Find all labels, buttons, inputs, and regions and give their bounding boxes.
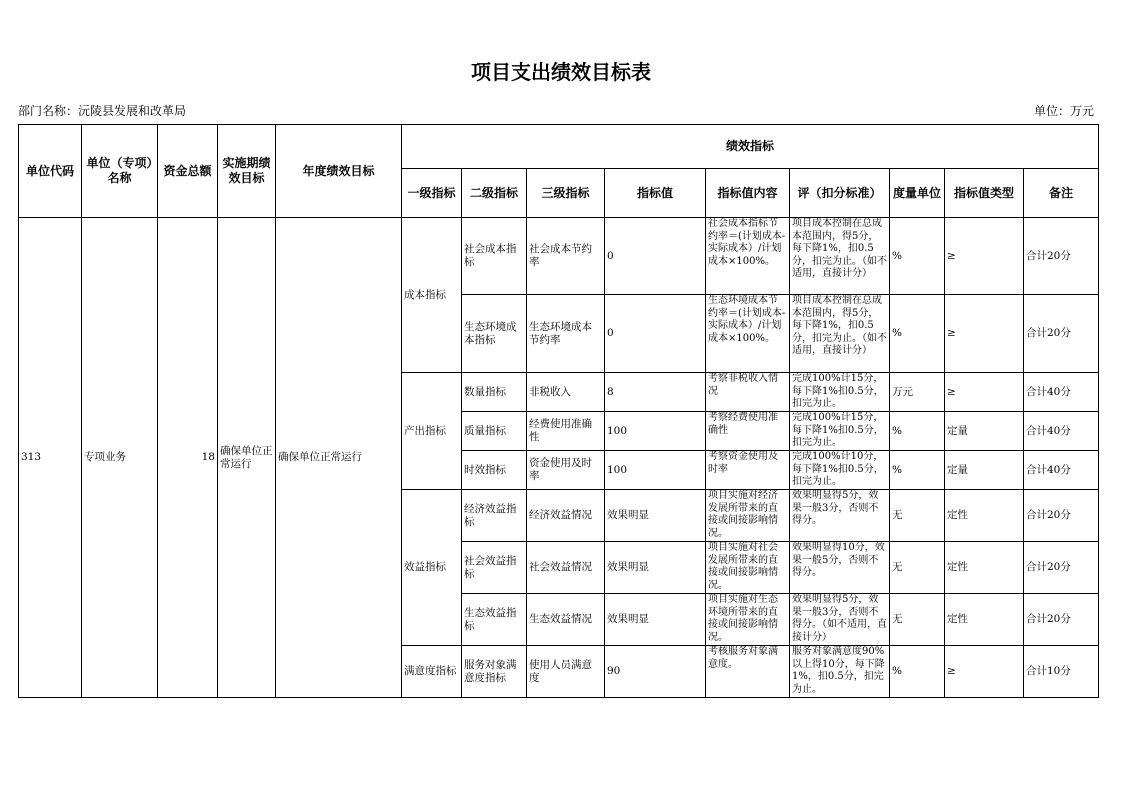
- level2-cell: 质量指标: [462, 412, 527, 451]
- header-level1: 一级指标: [402, 169, 462, 218]
- remark-cell: 合计20分: [1024, 594, 1099, 646]
- header-impl-target: 实施期绩效目标: [218, 125, 276, 218]
- value-type-cell: ≥: [945, 218, 1024, 295]
- value-type-cell: ≥: [945, 295, 1024, 373]
- content-cell: 项目实施对经济发展所带来的直接或间接影响情况。: [706, 490, 790, 542]
- content-cell: 考察经费使用准确性: [706, 412, 790, 451]
- level3-cell: 经济效益情况: [527, 490, 605, 542]
- value-cell: 100: [605, 412, 706, 451]
- unit-code-cell: 313: [19, 218, 82, 698]
- level1-cell: 成本指标: [402, 218, 462, 373]
- value-type-cell: ≥: [945, 373, 1024, 412]
- measure-unit-cell: %: [890, 451, 945, 490]
- department-label: 部门名称：沅陵县发展和改革局: [18, 104, 187, 118]
- impl-target-cell: 确保单位正常运行: [218, 218, 276, 698]
- content-cell: 社会成本指标节约率＝(计划成本-实际成本）/计划成本×100%。: [706, 218, 790, 295]
- total-funds-cell: 18: [158, 218, 218, 698]
- measure-unit-cell: %: [890, 646, 945, 698]
- annual-target-cell: 确保单位正常运行: [276, 218, 402, 698]
- value-type-cell: ≥: [945, 646, 1024, 698]
- level3-cell: 社会效益情况: [527, 542, 605, 594]
- header-level3: 三级指标: [527, 169, 605, 218]
- remark-cell: 合计20分: [1024, 542, 1099, 594]
- value-cell: 效果明显: [605, 594, 706, 646]
- remark-cell: 合计20分: [1024, 295, 1099, 373]
- unit-label: 单位：万元: [1033, 104, 1094, 118]
- level3-cell: 生态环境成本节约率: [527, 295, 605, 373]
- scoring-cell: 效果明显得5分，效果一般3分，否则不得分。: [790, 490, 890, 542]
- header-annual-target: 年度绩效目标: [276, 125, 402, 218]
- header-unit-code: 单位代码: [19, 125, 82, 218]
- content-cell: 项目实施对社会发展所带来的直接或间接影响情况。: [706, 542, 790, 594]
- remark-cell: 合计40分: [1024, 412, 1099, 451]
- scoring-cell: 项目成本控制在总成本范围内，得5分，每下降1%，扣0.5分，扣完为止。（如不适用，直接计分）: [790, 295, 890, 373]
- level3-cell: 非税收入: [527, 373, 605, 412]
- level2-cell: 时效指标: [462, 451, 527, 490]
- measure-unit-cell: %: [890, 218, 945, 295]
- content-cell: 考察资金使用及时率: [706, 451, 790, 490]
- header-content: 指标值内容: [706, 169, 790, 218]
- level2-cell: 服务对象满意度指标: [462, 646, 527, 698]
- measure-unit-cell: %: [890, 295, 945, 373]
- remark-cell: 合计40分: [1024, 451, 1099, 490]
- level3-cell: 使用人员满意度: [527, 646, 605, 698]
- header-scoring: 评（扣分标准）: [790, 169, 890, 218]
- scoring-cell: 完成100%计15分，每下降1%扣0.5分，扣完为止。: [790, 412, 890, 451]
- level3-cell: 生态效益情况: [527, 594, 605, 646]
- value-cell: 100: [605, 451, 706, 490]
- value-type-cell: 定性: [945, 594, 1024, 646]
- level2-cell: 经济效益指标: [462, 490, 527, 542]
- content-cell: 生态环境成本节约率＝(计划成本-实际成本）/计划成本×100%。: [706, 295, 790, 373]
- level2-cell: 社会成本指标: [462, 218, 527, 295]
- header-level2: 二级指标: [462, 169, 527, 218]
- remark-cell: 合计20分: [1024, 218, 1099, 295]
- value-type-cell: 定性: [945, 542, 1024, 594]
- header-value: 指标值: [605, 169, 706, 218]
- measure-unit-cell: 万元: [890, 373, 945, 412]
- level2-cell: 数量指标: [462, 373, 527, 412]
- measure-unit-cell: %: [890, 412, 945, 451]
- level1-cell: 效益指标: [402, 490, 462, 646]
- level3-cell: 资金使用及时率: [527, 451, 605, 490]
- level3-cell: 经费使用准确性: [527, 412, 605, 451]
- value-cell: 效果明显: [605, 490, 706, 542]
- measure-unit-cell: 无: [890, 490, 945, 542]
- scoring-cell: 服务对象满意度90%以上得10分，每下降1%，扣0.5分，扣完为止。: [790, 646, 890, 698]
- value-cell: 0: [605, 218, 706, 295]
- content-cell: 考核服务对象满意度。: [706, 646, 790, 698]
- header-total-funds: 资金总额: [158, 125, 218, 218]
- scoring-cell: 效果明显得10分，效果一般5分，否则不得分。: [790, 542, 890, 594]
- level2-cell: 生态效益指标: [462, 594, 527, 646]
- scoring-cell: 效果明显得5分，效果一般3分，否则不得分。（如不适用，直接计分）: [790, 594, 890, 646]
- value-type-cell: 定量: [945, 412, 1024, 451]
- value-cell: 效果明显: [605, 542, 706, 594]
- content-cell: 项目实施对生态环境所带来的直接或间接影响情况。: [706, 594, 790, 646]
- header-perf-indicators: 绩效指标: [402, 125, 1099, 169]
- scoring-cell: 完成100%计15分，每下降1%扣0.5分，扣完为止。: [790, 373, 890, 412]
- table-row: [19, 218, 1099, 295]
- header-value-type: 指标值类型: [945, 169, 1024, 218]
- content-cell: 考察非税收入情况: [706, 373, 790, 412]
- header-remark: 备注: [1024, 169, 1099, 218]
- value-type-cell: 定性: [945, 490, 1024, 542]
- page-title: 项目支出绩效目标表: [471, 60, 651, 84]
- remark-cell: 合计20分: [1024, 490, 1099, 542]
- level1-cell: 产出指标: [402, 373, 462, 490]
- unit-name-cell: 专项业务: [82, 218, 158, 698]
- measure-unit-cell: 无: [890, 542, 945, 594]
- header-measure-unit: 度量单位: [890, 169, 945, 218]
- level2-cell: 社会效益指标: [462, 542, 527, 594]
- level3-cell: 社会成本节约率: [527, 218, 605, 295]
- performance-target-table: [18, 124, 1099, 698]
- value-cell: 8: [605, 373, 706, 412]
- remark-cell: 合计10分: [1024, 646, 1099, 698]
- value-cell: 90: [605, 646, 706, 698]
- measure-unit-cell: 无: [890, 594, 945, 646]
- header-unit-name: 单位（专项）名称: [82, 125, 158, 218]
- value-cell: 0: [605, 295, 706, 373]
- scoring-cell: 完成100%计10分，每下降1%扣0.5分，扣完为止。: [790, 451, 890, 490]
- level1-cell: 满意度指标: [402, 646, 462, 698]
- level2-cell: 生态环境成本指标: [462, 295, 527, 373]
- remark-cell: 合计40分: [1024, 373, 1099, 412]
- value-type-cell: 定量: [945, 451, 1024, 490]
- scoring-cell: 项目成本控制在总成本范围内，得5分，每下降1%，扣0.5分，扣完为止。（如不适用，直接计分）: [790, 218, 890, 295]
